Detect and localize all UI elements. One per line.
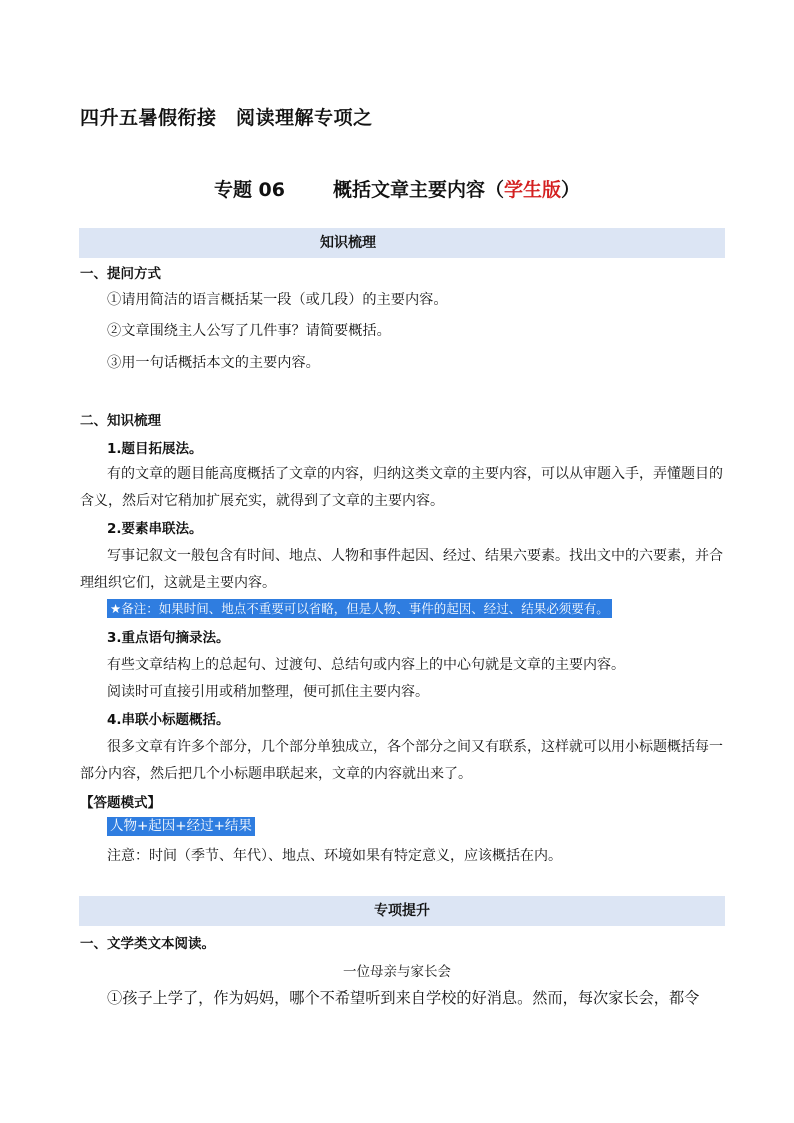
section-bar-title: 专项提升: [374, 903, 430, 919]
pattern-formula: 人物+起因+经过+结果: [107, 817, 255, 836]
method-text: 写事记叙文一般包含有时间、地点、人物和事件起因、经过、结果六要素。找出文中的六要素，并合: [107, 548, 723, 564]
question-item: ①请用简洁的语言概括某一段（或几段）的主要内容。: [107, 292, 448, 308]
article-paragraph: ①孩子上学了，作为妈妈，哪个不希望听到来自学校的好消息。然而，每次家长会，都令: [107, 989, 700, 1007]
method-text: 有些文章结构上的总起句、过渡句、总结句或内容上的中心句就是文章的主要内容。: [107, 657, 625, 673]
method-title: 2.要素串联法。: [107, 521, 203, 537]
main-title: [0, 175, 794, 202]
section-bar-title: 知识梳理: [320, 235, 376, 251]
method-text: 阅读时可直接引用或稍加整理，便可抓住主要内容。: [107, 684, 429, 700]
topic-title: 概括文章主要内容（: [333, 179, 505, 201]
article-title: 一位母亲与家长会: [343, 964, 451, 980]
pattern-note: 注意：时间（季节、年代）、地点、环境如果有特定意义，应该概括在内。: [107, 848, 562, 864]
method-text: 部分内容，然后把几个小标题串联起来，文章的内容就出来了。: [80, 766, 472, 782]
question-item: ②文章围绕主人公写了几件事？请简要概括。: [107, 323, 391, 339]
series-title: 四升五暑假衔接 阅读理解专项之: [80, 107, 373, 129]
method-text: 含义，然后对它稍加扩展充实，就得到了文章的主要内容。: [80, 493, 444, 509]
method-text: 有的文章的题目能高度概括了文章的内容，归纳这类文章的主要内容，可以从审题入手，弄懂题目的: [107, 466, 723, 482]
highlighted-note: ★备注：如果时间、地点不重要可以省略，但是人物、事件的起因、经过、结果必须要有。: [107, 599, 612, 618]
pattern-heading: 【答题模式】: [80, 795, 161, 811]
method-text: 很多文章有许多个部分，几个部分单独成立，各个部分之间又有联系，这样就可以用小标题概括每一: [107, 739, 723, 755]
question-item: ③用一句话概括本文的主要内容。: [107, 355, 320, 371]
topic-number: 专题 06: [213, 179, 285, 201]
topic-close: ）: [561, 179, 581, 201]
part1-heading: 一、提问方式: [80, 266, 161, 282]
practice-heading: 一、文学类文本阅读。: [80, 936, 215, 952]
section-bar-practice: [79, 896, 725, 926]
edition-label: 学生版: [504, 179, 562, 201]
method-text: 理组织它们，这就是主要内容。: [80, 575, 276, 591]
method-title: 1.题目拓展法。: [107, 441, 203, 457]
method-title: 3.重点语句摘录法。: [107, 630, 230, 646]
method-title: 4.串联小标题概括。: [107, 712, 230, 728]
part2-heading: 二、知识梳理: [80, 413, 161, 429]
section-bar-knowledge: [79, 228, 725, 258]
